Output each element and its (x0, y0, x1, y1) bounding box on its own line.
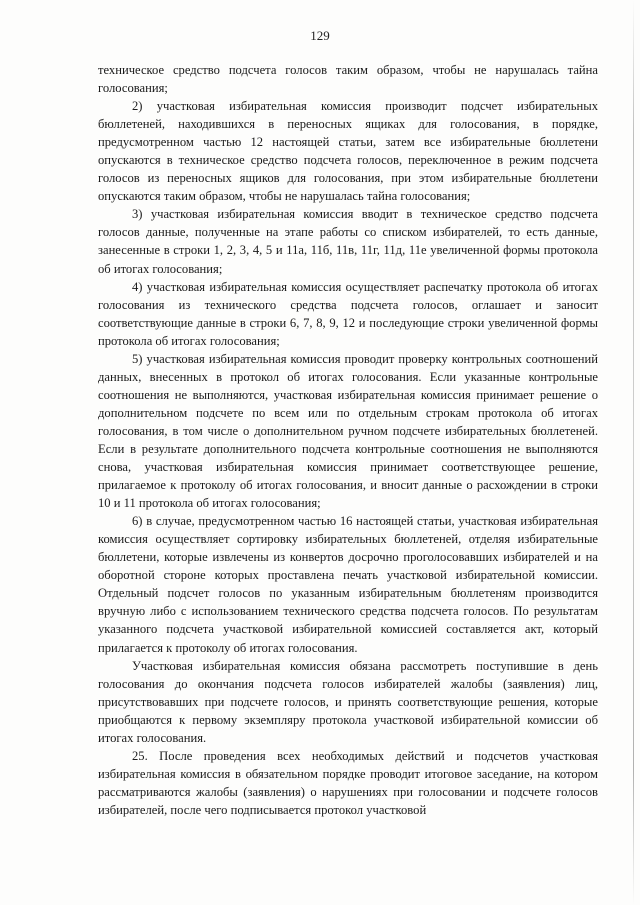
paragraph-item-2: 2) участковая избирательная комиссия производит подсчет избирательных бюллетеней, находившихся в переносных ящиках для голосования, в порядке, предусмотренном частью 12 настоящей статьи, затем все избирательные бюллетени опускаются в техническое средство подсчета голосов, переключенное в режим подсчета голосов из переносных ящиков для голосования, при этом избирательные бюллетени опускаются таким образом, чтобы не нарушалась тайна голосования; (98, 99, 598, 204)
paragraph-item-6: 6) в случае, предусмотренном частью 16 настоящей статьи, участковая избирательная комиссия осуществляет сортировку избирательных бюллетеней, отделяя избирательные бюллетени, которые извлечены из конвертов досрочно проголосовавших избирателей и на оборотной стороне которых проставлена печать участковой избирательной комиссии. Отдельный подсчет голосов по указанным избирательным бюллетеням производится вручную либо с использованием технического средства подсчета голосов. По результатам указанного подсчета участковой избирательной комиссией составляется акт, который прилагается к протоколу об итогах голосования. (98, 514, 598, 655)
paragraph-item-5: 5) участковая избирательная комиссия проводит проверку контрольных соотношений данных, внесенных в протокол об итогах голосования. Если указанные контрольные соотношения не выполняются, участковая избирательная комиссия принимает решение о дополнительном подсчете по всем или по отдельным строкам протокола об итогах голосования, в том числе о дополнительном ручном подсчете избирательных бюллетеней. Если в результате дополнительного подсчета контрольные соотношения не выполняются снова, участковая избирательная комиссия принимает соответствующее решение, прилагаемое к протоколу об итогах голосования, и вносит данные о расхождении в строки 10 и 11 протокола об итогах голосования; (98, 351, 598, 511)
paragraph-complaints: Участковая избирательная комиссия обязана рассмотреть поступившие в день голосования до окончания подсчета голосов избирателей жалобы (заявления) лиц, присутствовавших при подсчете голосов, и принять соответствующие решения, которые приобщаются к первому экземпляру протокола участковой избирательной комиссии об итогах голосования. (98, 658, 598, 745)
paragraph-item-3: 3) участковая избирательная комиссия вводит в техническое средство подсчета голосов данные, полученные на этапе работы со списком избирателей, то есть данные, занесенные в строки 1, 2, 3, 4, 5 и 11а, 11б, 11в, 11г, 11д, 11е увеличенной формы протокола об итогах голосования; (98, 207, 598, 276)
page-number: 129 (310, 28, 330, 43)
document-body (98, 61, 598, 819)
scan-edge-line (633, 0, 634, 905)
paragraph-continuation: техническое средство подсчета голосов таким образом, чтобы не нарушалась тайна голосования; (98, 63, 598, 96)
paragraph-section-25: 25. После проведения всех необходимых действий и подсчетов участковая избирательная комиссия в обязательном порядке проводит итоговое заседание, на котором рассматриваются жалобы (заявления) о нарушениях при голосовании и подсчете голосов избирателей, после чего подписывается протокол участковой (98, 748, 598, 817)
paragraph-item-4: 4) участковая избирательная комиссия осуществляет распечатку протокола об итогах голосования из технического средства подсчета голосов, оглашает и заносит соответствующие данные в строки 6, 7, 8, 9, 12 и последующие строки увеличенной формы протокола об итогах голосования; (98, 279, 598, 348)
